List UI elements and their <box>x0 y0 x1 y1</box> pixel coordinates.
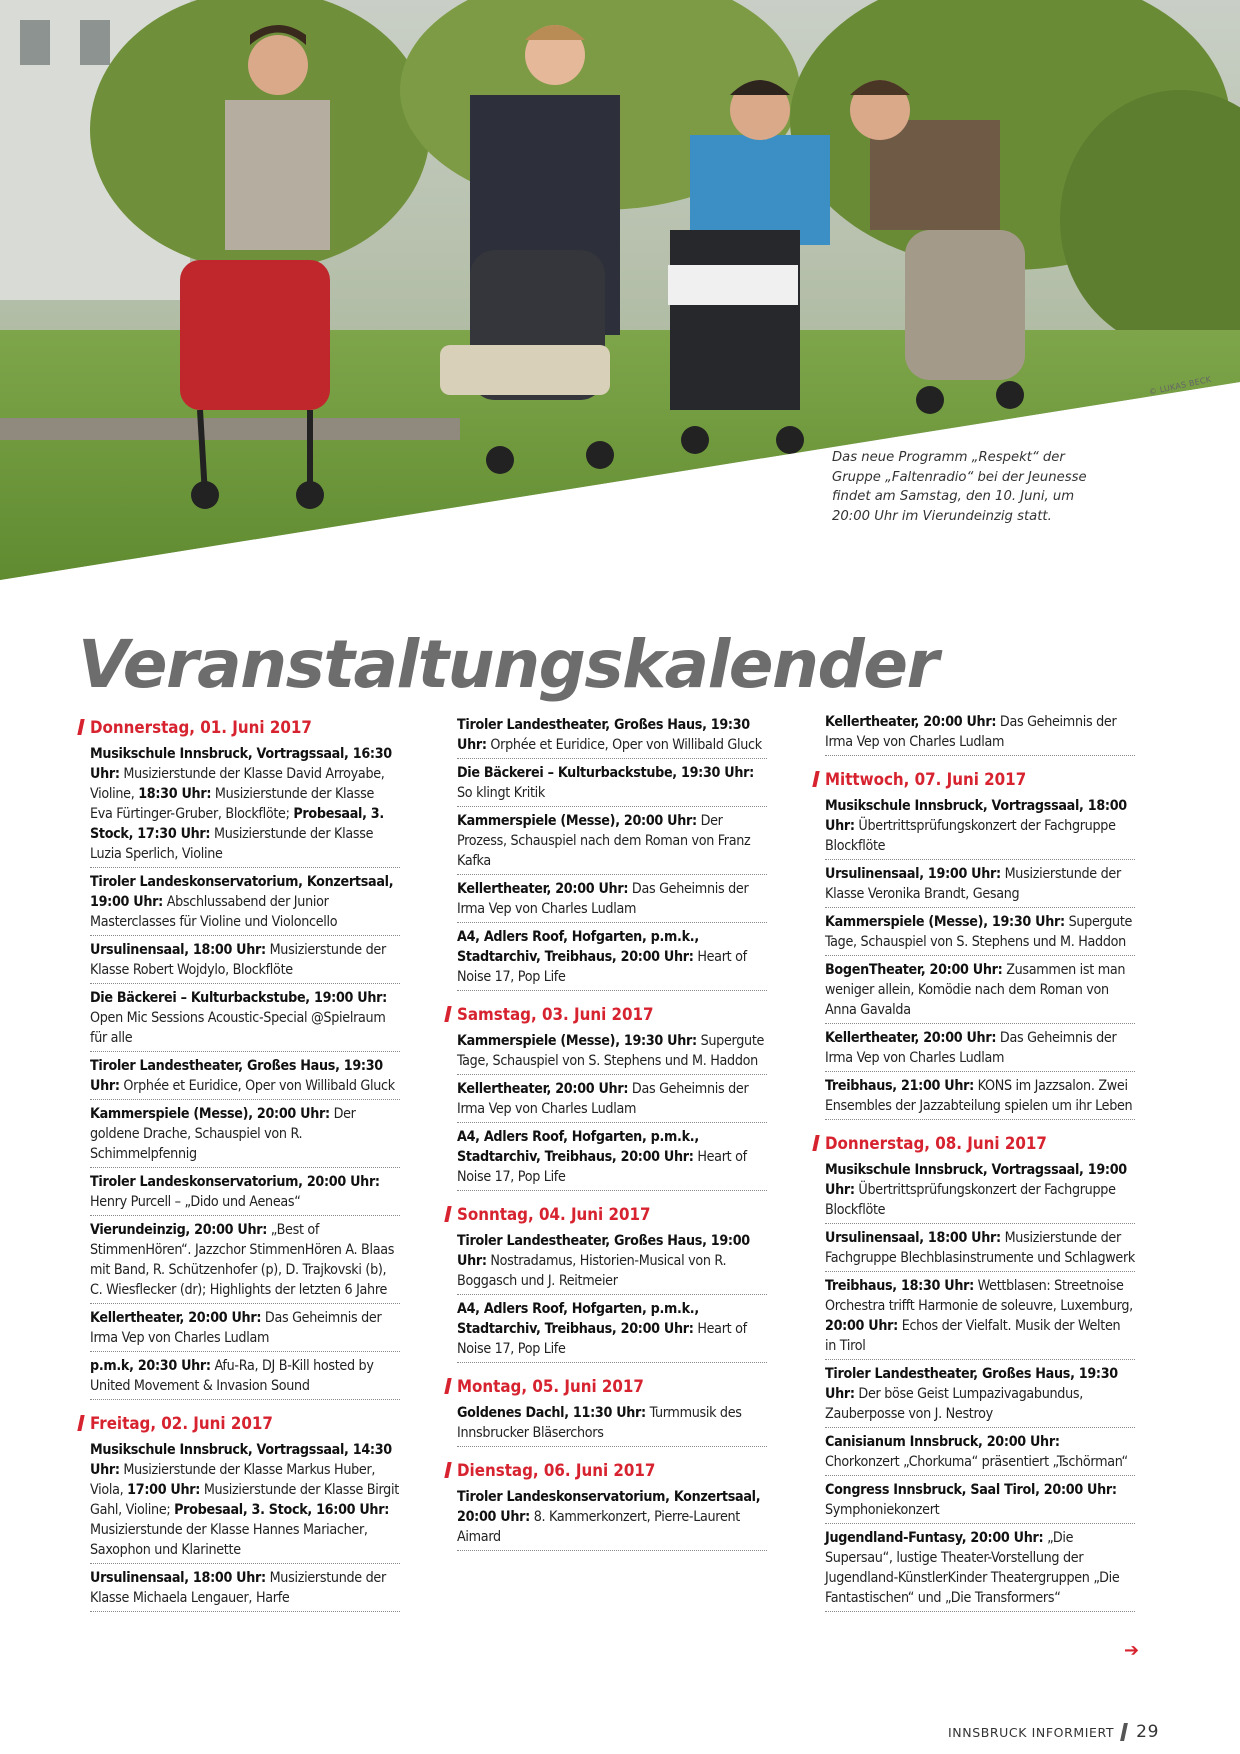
event-entry <box>825 1027 1135 1072</box>
publication-name: INNSBRUCK INFORMIERT <box>948 1724 1115 1740</box>
day-heading: Montag, 05. Juni 2017 <box>445 1375 767 1397</box>
event-venue-time: Die Bäckerei – Kulturbackstube, 19:00 Uhr: <box>90 990 387 1006</box>
event-description: Abschlussabend der Junior Masterclasses für Violine und Violoncello <box>90 894 338 930</box>
event-entry <box>825 1527 1135 1612</box>
event-entry <box>90 1355 400 1400</box>
event-venue-time: A4, Adlers Roof, Hofgarten, p.m.k., Stadtarchiv, Treibhaus, 20:00 Uhr: <box>457 1129 699 1165</box>
event-description: Musizierstunde der Klasse Veronika Brandt, Gesang <box>825 866 1121 902</box>
day-heading: Donnerstag, 08. Juni 2017 <box>813 1132 1135 1154</box>
event-venue-time: Musikschule Innsbruck, Vortragssaal, 18:00 Uhr: <box>825 798 1127 834</box>
photo-caption: Das neue Programm „Respekt“ der Gruppe „Faltenradio“ bei der Jeunesse findet am Samstag, den 10. Juni, um 20:00 Uhr im Vierundeinzig statt. <box>832 450 1087 524</box>
event-venue-time: Ursulinensaal, 19:00 Uhr: <box>825 866 1001 882</box>
event-venue-time: Goldenes Dachl, 11:30 Uhr: <box>457 1405 646 1421</box>
event-entry <box>825 795 1135 860</box>
event-entry <box>90 1567 400 1612</box>
event-venue-time: A4, Adlers Roof, Hofgarten, p.m.k., Stadtarchiv, Treibhaus, 20:00 Uhr: <box>457 929 699 965</box>
event-description: Supergute Tage, Schauspiel von S. Stephens und M. Haddon <box>825 914 1133 950</box>
event-description: Open Mic Sessions Acoustic-Special @Spielraum für alle <box>90 1010 386 1046</box>
event-description: Das Geheimnis der Irma Vep von Charles Ludlam <box>825 1030 1117 1066</box>
event-entry <box>90 1307 400 1352</box>
event-entry <box>457 1078 767 1123</box>
event-description: Der böse Geist Lumpazivagabundus, Zauberposse von J. Nestroy <box>825 1386 1084 1422</box>
day-heading: Freitag, 02. Juni 2017 <box>78 1412 400 1434</box>
event-venue-time: Probesaal, 3. Stock, 16:00 Uhr: <box>174 1502 390 1518</box>
event-venue-time: Tiroler Landestheater, Großes Haus, 19:00 Uhr: <box>457 1233 750 1269</box>
event-venue-time: Musikschule Innsbruck, Vortragssaal, 16:30 Uhr: <box>90 746 392 782</box>
event-entry <box>457 810 767 875</box>
event-venue-time: Canisianum Innsbruck, 20:00 Uhr: <box>825 1434 1060 1450</box>
event-venue-time: Tiroler Landeskonservatorium, 20:00 Uhr: <box>90 1174 380 1190</box>
event-description: „Die Supersau“, lustige Theater-Vorstellung der Jugendland-KünstlerKinder Theatergruppen „Die Fantastischen“ und „Die Transformers“ <box>825 1530 1120 1606</box>
event-venue-time: Tiroler Landeskonservatorium, Konzertsaal, 19:00 Uhr: <box>90 874 394 910</box>
event-venue-time: Musikschule Innsbruck, Vortragssaal, 19:00 Uhr: <box>825 1162 1127 1198</box>
event-entry <box>825 911 1135 956</box>
event-description: Übertrittsprüfungskonzert der Fachgruppe Blockflöte <box>825 1182 1116 1218</box>
event-entry <box>457 926 767 991</box>
event-venue-time: Kellertheater, 20:00 Uhr: <box>825 1030 997 1046</box>
event-description: Das Geheimnis der Irma Vep von Charles Ludlam <box>90 1310 382 1346</box>
event-description: Der goldene Drache, Schauspiel von R. Schimmelpfennig <box>90 1106 356 1162</box>
event-entry <box>90 987 400 1052</box>
event-entry <box>457 714 767 759</box>
event-description: KONS im Jazzsalon. Zwei Ensembles der Jazzabteilung spielen um ihr Leben <box>825 1078 1133 1114</box>
event-venue-time: Kammerspiele (Messe), 19:30 Uhr: <box>457 1033 697 1049</box>
event-venue-time: 20:00 Uhr: <box>825 1318 898 1334</box>
event-entry <box>825 1479 1135 1524</box>
event-entry <box>90 871 400 936</box>
event-description: Symphoniekonzert <box>825 1502 940 1518</box>
event-description: So klingt Kritik <box>457 785 546 801</box>
event-description: Echos der Vielfalt. Musik der Welten in Tirol <box>825 1318 1121 1354</box>
event-entry <box>457 1402 767 1447</box>
event-entry <box>825 1227 1135 1272</box>
event-entry <box>457 762 767 807</box>
day-heading: Donnerstag, 01. Juni 2017 <box>78 716 400 738</box>
event-description: Musizierstunde der Klasse Hannes Mariacher, Saxophon und Klarinette <box>90 1522 368 1558</box>
event-entry <box>825 1363 1135 1428</box>
footer-divider <box>1120 1723 1128 1741</box>
event-description: Das Geheimnis der Irma Vep von Charles Ludlam <box>825 714 1117 750</box>
event-venue-time: Treibhaus, 21:00 Uhr: <box>825 1078 974 1094</box>
event-description: Heart of Noise 17, Pop Life <box>457 949 747 985</box>
event-venue-time: Probesaal, 3. Stock, 17:30 Uhr: <box>90 806 384 842</box>
event-description: Nostradamus, Historien-Musical von R. Boggasch und J. Reitmeier <box>457 1253 727 1289</box>
event-venue-time: 18:30 Uhr: <box>138 786 212 802</box>
event-entry <box>90 1103 400 1168</box>
event-entry <box>457 1230 767 1295</box>
event-description: Das Geheimnis der Irma Vep von Charles Ludlam <box>457 881 749 917</box>
day-heading: Sonntag, 04. Juni 2017 <box>445 1203 767 1225</box>
event-entry <box>825 1431 1135 1476</box>
event-venue-time: Kellertheater, 20:00 Uhr: <box>457 881 629 897</box>
event-entry <box>90 1171 400 1216</box>
event-description: „Best of StimmenHören“. Jazzchor StimmenHören A. Blaas mit Band, R. Schützenhofer (p), D. Trajkovski (b), C. Wiesflecker (dr); Highlights der letzten 6 Jahre <box>90 1222 395 1298</box>
calendar-column-1 <box>78 716 400 1615</box>
event-description: Supergute Tage, Schauspiel von S. Stephens und M. Haddon <box>457 1033 765 1069</box>
event-venue-time: Ursulinensaal, 18:00 Uhr: <box>90 1570 266 1586</box>
event-description: Heart of Noise 17, Pop Life <box>457 1149 747 1185</box>
event-entry <box>457 1126 767 1191</box>
event-venue-time: 17:00 Uhr: <box>127 1482 201 1498</box>
day-heading: Samstag, 03. Juni 2017 <box>445 1003 767 1025</box>
event-venue-time: Kammerspiele (Messe), 19:30 Uhr: <box>825 914 1065 930</box>
event-venue-time: Ursulinensaal, 18:00 Uhr: <box>825 1230 1001 1246</box>
event-description: Musizierstunde der Klasse Birgit Gahl, Violine; <box>90 1482 399 1518</box>
event-description: Musizierstunde der Klasse Robert Wojdylo, Blockflöte <box>90 942 386 978</box>
event-venue-time: Musikschule Innsbruck, Vortragssaal, 14:30 Uhr: <box>90 1442 392 1478</box>
event-venue-time: Tiroler Landestheater, Großes Haus, 19:30 Uhr: <box>457 717 750 753</box>
event-entry <box>90 1219 400 1304</box>
calendar-column-3 <box>813 711 1135 1615</box>
event-description: Orphée et Euridice, Oper von Willibald Gluck <box>486 737 762 753</box>
event-description: Musizierstunde der Klasse Markus Huber, Viola, <box>90 1462 376 1498</box>
event-venue-time: BogenTheater, 20:00 Uhr: <box>825 962 1003 978</box>
photo-credit: © LUKAS BECK <box>1148 374 1213 397</box>
event-description: Orphée et Euridice, Oper von Willibald Gluck <box>119 1078 395 1094</box>
event-description: Chorkonzert „Chorkuma“ präsentiert „Tschörman“ <box>825 1454 1128 1470</box>
event-venue-time: Kellertheater, 20:00 Uhr: <box>90 1310 262 1326</box>
event-entry <box>90 1055 400 1100</box>
event-venue-time: A4, Adlers Roof, Hofgarten, p.m.k., Stadtarchiv, Treibhaus, 20:00 Uhr: <box>457 1301 699 1337</box>
page-title: Veranstaltungskalender <box>78 626 938 704</box>
event-entry <box>825 1159 1135 1224</box>
event-venue-time: Treibhaus, 18:30 Uhr: <box>825 1278 974 1294</box>
day-heading: Dienstag, 06. Juni 2017 <box>445 1459 767 1481</box>
event-entry <box>90 1439 400 1564</box>
event-description: Zusammen ist man weniger allein, Komödie nach dem Roman von Anna Gavalda <box>825 962 1126 1018</box>
event-venue-time: Kammerspiele (Messe), 20:00 Uhr: <box>457 813 697 829</box>
event-description: Musizierstunde der Klasse Luzia Sperlich, Violine <box>90 826 374 862</box>
event-description: Der Prozess, Schauspiel nach dem Roman von Franz Kafka <box>457 813 751 869</box>
event-entry <box>90 939 400 984</box>
event-description: Musizierstunde der Fachgruppe Blechblasinstrumente und Schlagwerk <box>825 1230 1135 1266</box>
event-venue-time: p.m.k, 20:30 Uhr: <box>90 1358 211 1374</box>
continue-arrow-icon: ➔ <box>1124 1640 1140 1661</box>
event-venue-time: Die Bäckerei – Kulturbackstube, 19:30 Uhr: <box>457 765 754 781</box>
event-description: 8. Kammerkonzert, Pierre-Laurent Aimard <box>457 1509 740 1545</box>
event-venue-time: Kellertheater, 20:00 Uhr: <box>457 1081 629 1097</box>
event-description: Heart of Noise 17, Pop Life <box>457 1321 747 1357</box>
event-entry <box>825 711 1135 756</box>
event-description: Afu-Ra, DJ B-Kill hosted by United Movement & Invasion Sound <box>90 1358 374 1394</box>
event-description: Turmmusik des Innsbrucker Bläserchors <box>457 1405 742 1441</box>
event-venue-time: Kammerspiele (Messe), 20:00 Uhr: <box>90 1106 330 1122</box>
calendar-column-2 <box>445 714 767 1554</box>
event-venue-time: Kellertheater, 20:00 Uhr: <box>825 714 997 730</box>
event-venue-time: Vierundeinzig, 20:00 Uhr: <box>90 1222 268 1238</box>
event-description: Musizierstunde der Klasse Eva Fürtinger-Gruber, Blockflöte; <box>90 786 375 822</box>
event-entry <box>825 1075 1135 1120</box>
page-footer <box>948 1722 1159 1742</box>
event-entry <box>457 1486 767 1551</box>
event-entry <box>457 1298 767 1363</box>
event-description: Übertrittsprüfungskonzert der Fachgruppe Blockflöte <box>825 818 1116 854</box>
event-venue-time: Ursulinensaal, 18:00 Uhr: <box>90 942 266 958</box>
event-description: Musizierstunde der Klasse David Arroyabe, Violine, <box>90 766 385 802</box>
event-entry <box>457 1030 767 1075</box>
event-entry <box>457 878 767 923</box>
event-entry <box>90 743 400 868</box>
event-venue-time: Tiroler Landestheater, Großes Haus, 19:30 Uhr: <box>90 1058 383 1094</box>
event-entry <box>825 1275 1135 1360</box>
event-venue-time: Congress Innsbruck, Saal Tirol, 20:00 Uhr: <box>825 1482 1117 1498</box>
event-entry <box>825 863 1135 908</box>
day-heading: Mittwoch, 07. Juni 2017 <box>813 768 1135 790</box>
page-number: 29 <box>1136 1722 1160 1742</box>
event-venue-time: Tiroler Landeskonservatorium, Konzertsaal, 20:00 Uhr: <box>457 1489 761 1525</box>
event-venue-time: Jugendland-Funtasy, 20:00 Uhr: <box>825 1530 1044 1546</box>
event-entry <box>825 959 1135 1024</box>
event-description: Das Geheimnis der Irma Vep von Charles Ludlam <box>457 1081 749 1117</box>
event-description: Wettblasen: Streetnoise Orchestra trifft Harmonie de soleuvre, Luxemburg, <box>825 1278 1133 1314</box>
event-description: Musizierstunde der Klasse Michaela Lengauer, Harfe <box>90 1570 386 1606</box>
event-description: Henry Purcell – „Dido und Aeneas“ <box>90 1194 301 1210</box>
event-venue-time: Tiroler Landestheater, Großes Haus, 19:30 Uhr: <box>825 1366 1118 1402</box>
